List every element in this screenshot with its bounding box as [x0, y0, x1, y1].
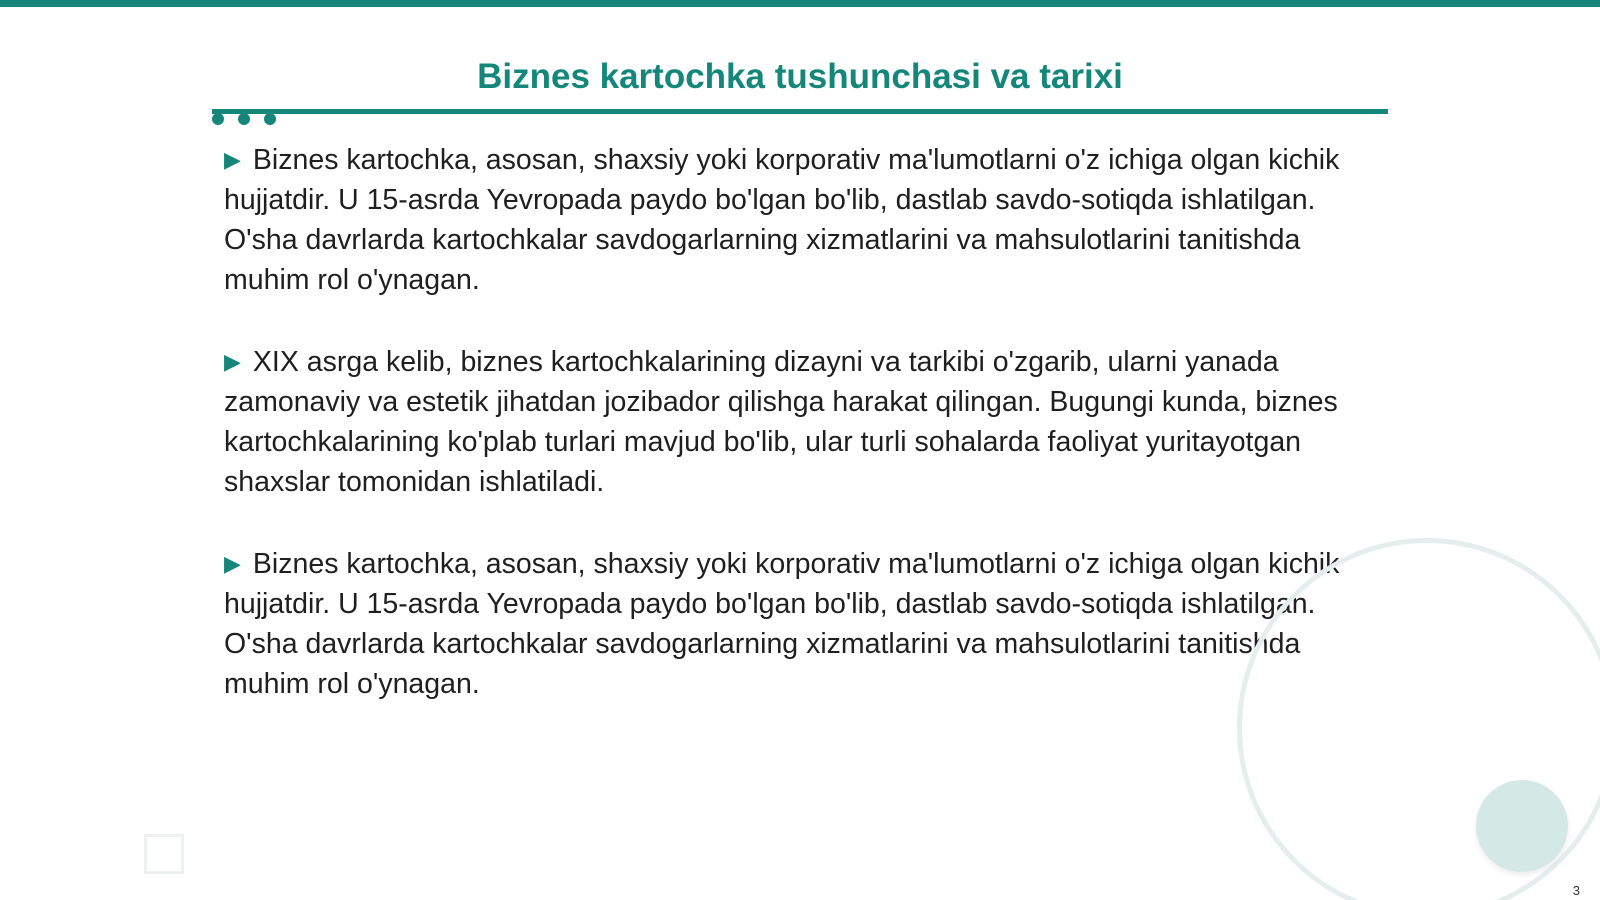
bullet-item [224, 544, 1374, 704]
title-underline [212, 109, 1388, 114]
bullet-arrow-icon: ▶ [224, 147, 241, 172]
bullet-text: Biznes kartochka, asosan, shaxsiy yoki korporativ ma'lumotlarni o'z ichiga olgan kichik hujjatdir. U 15-asrda Yevropada paydo bo'lgan bo'lib, dastlab savdo-sotiqda ishlatilgan. O'sha davrlarda kartochkalar savdogarlarning xizmatlarini va mahsulotlarini tanitishda muhim rol o'ynagan. [224, 144, 1340, 296]
decorative-square [144, 834, 184, 874]
bullet-arrow-icon: ▶ [224, 551, 241, 576]
decorative-circle [1476, 780, 1568, 872]
top-accent-bar [0, 0, 1600, 7]
decorative-dot [238, 113, 250, 125]
bullet-list [224, 140, 1374, 746]
bullet-text: XIX asrga kelib, biznes kartochkalarining dizayni va tarkibi o'zgarib, ularni yanada zamonaviy va estetik jihatdan jozibador qilishga harakat qilingan. Bugungi kunda, biznes kartochkalarining ko'plab turlari mavjud bo'lib, ular turli sohalarda faoliyat yuritayotgan shaxslar tomonidan ishlatiladi. [224, 346, 1338, 498]
page-number: 3 [1572, 883, 1580, 898]
slide-title: Biznes kartochka tushunchasi va tarixi [477, 57, 1123, 96]
decorative-dot [212, 113, 224, 125]
bullet-arrow-icon: ▶ [224, 349, 241, 374]
decorative-dot [264, 113, 276, 125]
bullet-item [224, 140, 1374, 300]
bullet-item [224, 342, 1374, 502]
bullet-text: Biznes kartochka, asosan, shaxsiy yoki korporativ ma'lumotlarni o'z ichiga olgan kichik hujjatdir. U 15-asrda Yevropada paydo bo'lgan bo'lib, dastlab savdo-sotiqda ishlatilgan. O'sha davrlarda kartochkalar savdogarlarning xizmatlarini va mahsulotlarini tanitishda muhim rol o'ynagan. [224, 548, 1340, 700]
